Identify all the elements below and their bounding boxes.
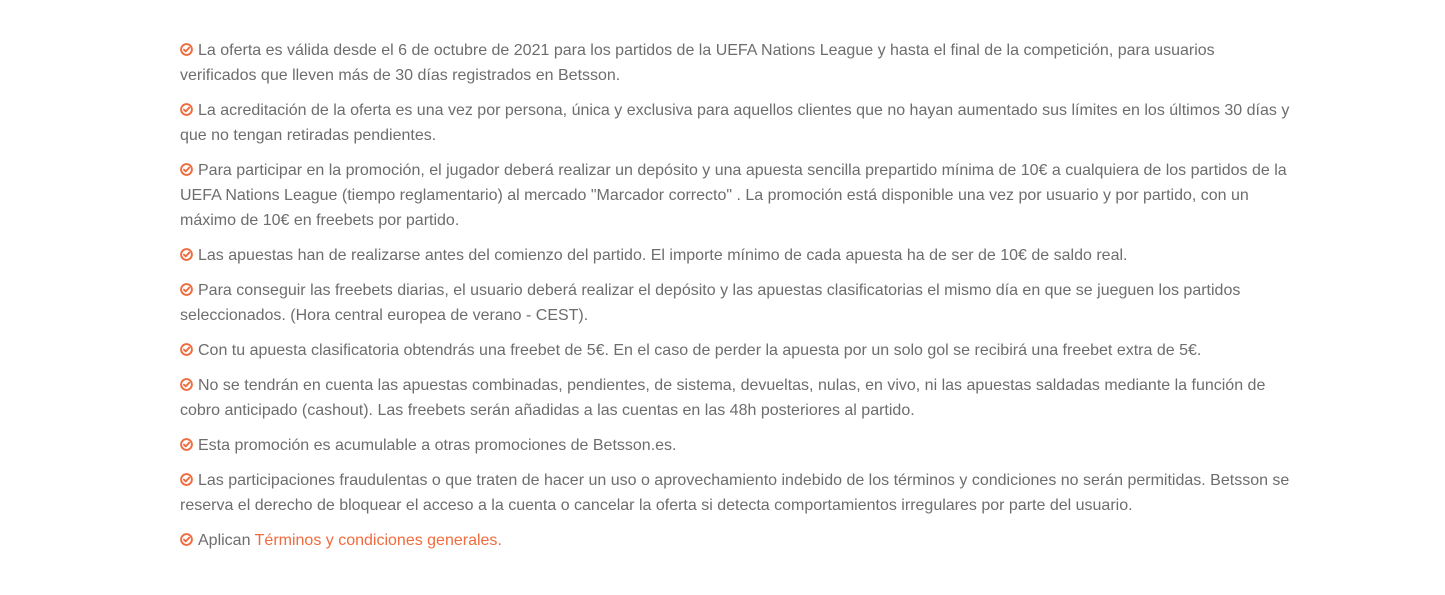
term-item [180, 373, 1290, 423]
term-item [180, 338, 1290, 363]
term-text: Con tu apuesta clasificatoria obtendrás una freebet de 5€. En el caso de perder la apuesta por un solo gol se recibirá una freebet extra de 5€. [198, 342, 1202, 359]
term-item [180, 158, 1290, 233]
check-circle-icon [180, 473, 193, 486]
term-prefix: Aplican [198, 532, 255, 549]
term-text: La oferta es válida desde el 6 de octubre de 2021 para los partidos de la UEFA Nations League y hasta el final de la competición, para usuarios verificados que lleven más de 30 días registrados en Betsson. [180, 42, 1215, 84]
term-item [180, 98, 1290, 148]
term-text: La acreditación de la oferta es una vez por persona, única y exclusiva para aquellos clientes que no hayan aumentado sus límites en los últimos 30 días y que no tengan retiradas pendientes. [180, 102, 1290, 144]
term-text: Esta promoción es acumulable a otras promociones de Betsson.es. [198, 437, 677, 454]
check-circle-icon [180, 438, 193, 451]
check-circle-icon [180, 163, 193, 176]
term-item [180, 468, 1290, 518]
term-text: Para participar en la promoción, el jugador deberá realizar un depósito y una apuesta sencilla prepartido mínima de 10€ a cualquiera de los partidos de la UEFA Nations League (tiempo reglamentario) al mercado "Marcador correcto" . La promoción está disponible una vez por usuario y por partido, con un máximo de 10€ en freebets por partido. [180, 162, 1287, 229]
check-circle-icon [180, 378, 193, 391]
general-terms-link[interactable]: Términos y condiciones generales [254, 532, 498, 549]
check-circle-icon [180, 248, 193, 261]
term-item-general-terms [180, 528, 1290, 553]
check-circle-icon [180, 103, 193, 116]
term-item [180, 433, 1290, 458]
check-circle-icon [180, 43, 193, 56]
term-item [180, 38, 1290, 88]
term-text: No se tendrán en cuenta las apuestas combinadas, pendientes, de sistema, devueltas, nulas, en vivo, ni las apuestas saldadas mediante la función de cobro anticipado (cashout). Las freebets serán añadidas a las cuentas en las 48h posteriores al partido. [180, 377, 1266, 419]
check-circle-icon [180, 283, 193, 296]
term-suffix: . [497, 532, 502, 549]
check-circle-icon [180, 343, 193, 356]
term-text: Las apuestas han de realizarse antes del comienzo del partido. El importe mínimo de cada apuesta ha de ser de 10€ de saldo real. [198, 247, 1128, 264]
term-text: Para conseguir las freebets diarias, el usuario deberá realizar el depósito y las apuestas clasificatorias el mismo día en que se jueguen los partidos seleccionados. (Hora central europea de verano - CEST). [180, 282, 1241, 324]
term-item [180, 278, 1290, 328]
term-item [180, 243, 1290, 268]
terms-list [180, 38, 1290, 563]
check-circle-icon [180, 533, 193, 546]
term-text: Las participaciones fraudulentas o que traten de hacer un uso o aprovechamiento indebido de los términos y condiciones no serán permitidas. Betsson se reserva el derecho de bloquear el acceso a la cuenta o cancelar la oferta si detecta comportamientos irregulares por parte del usuario. [180, 472, 1290, 514]
